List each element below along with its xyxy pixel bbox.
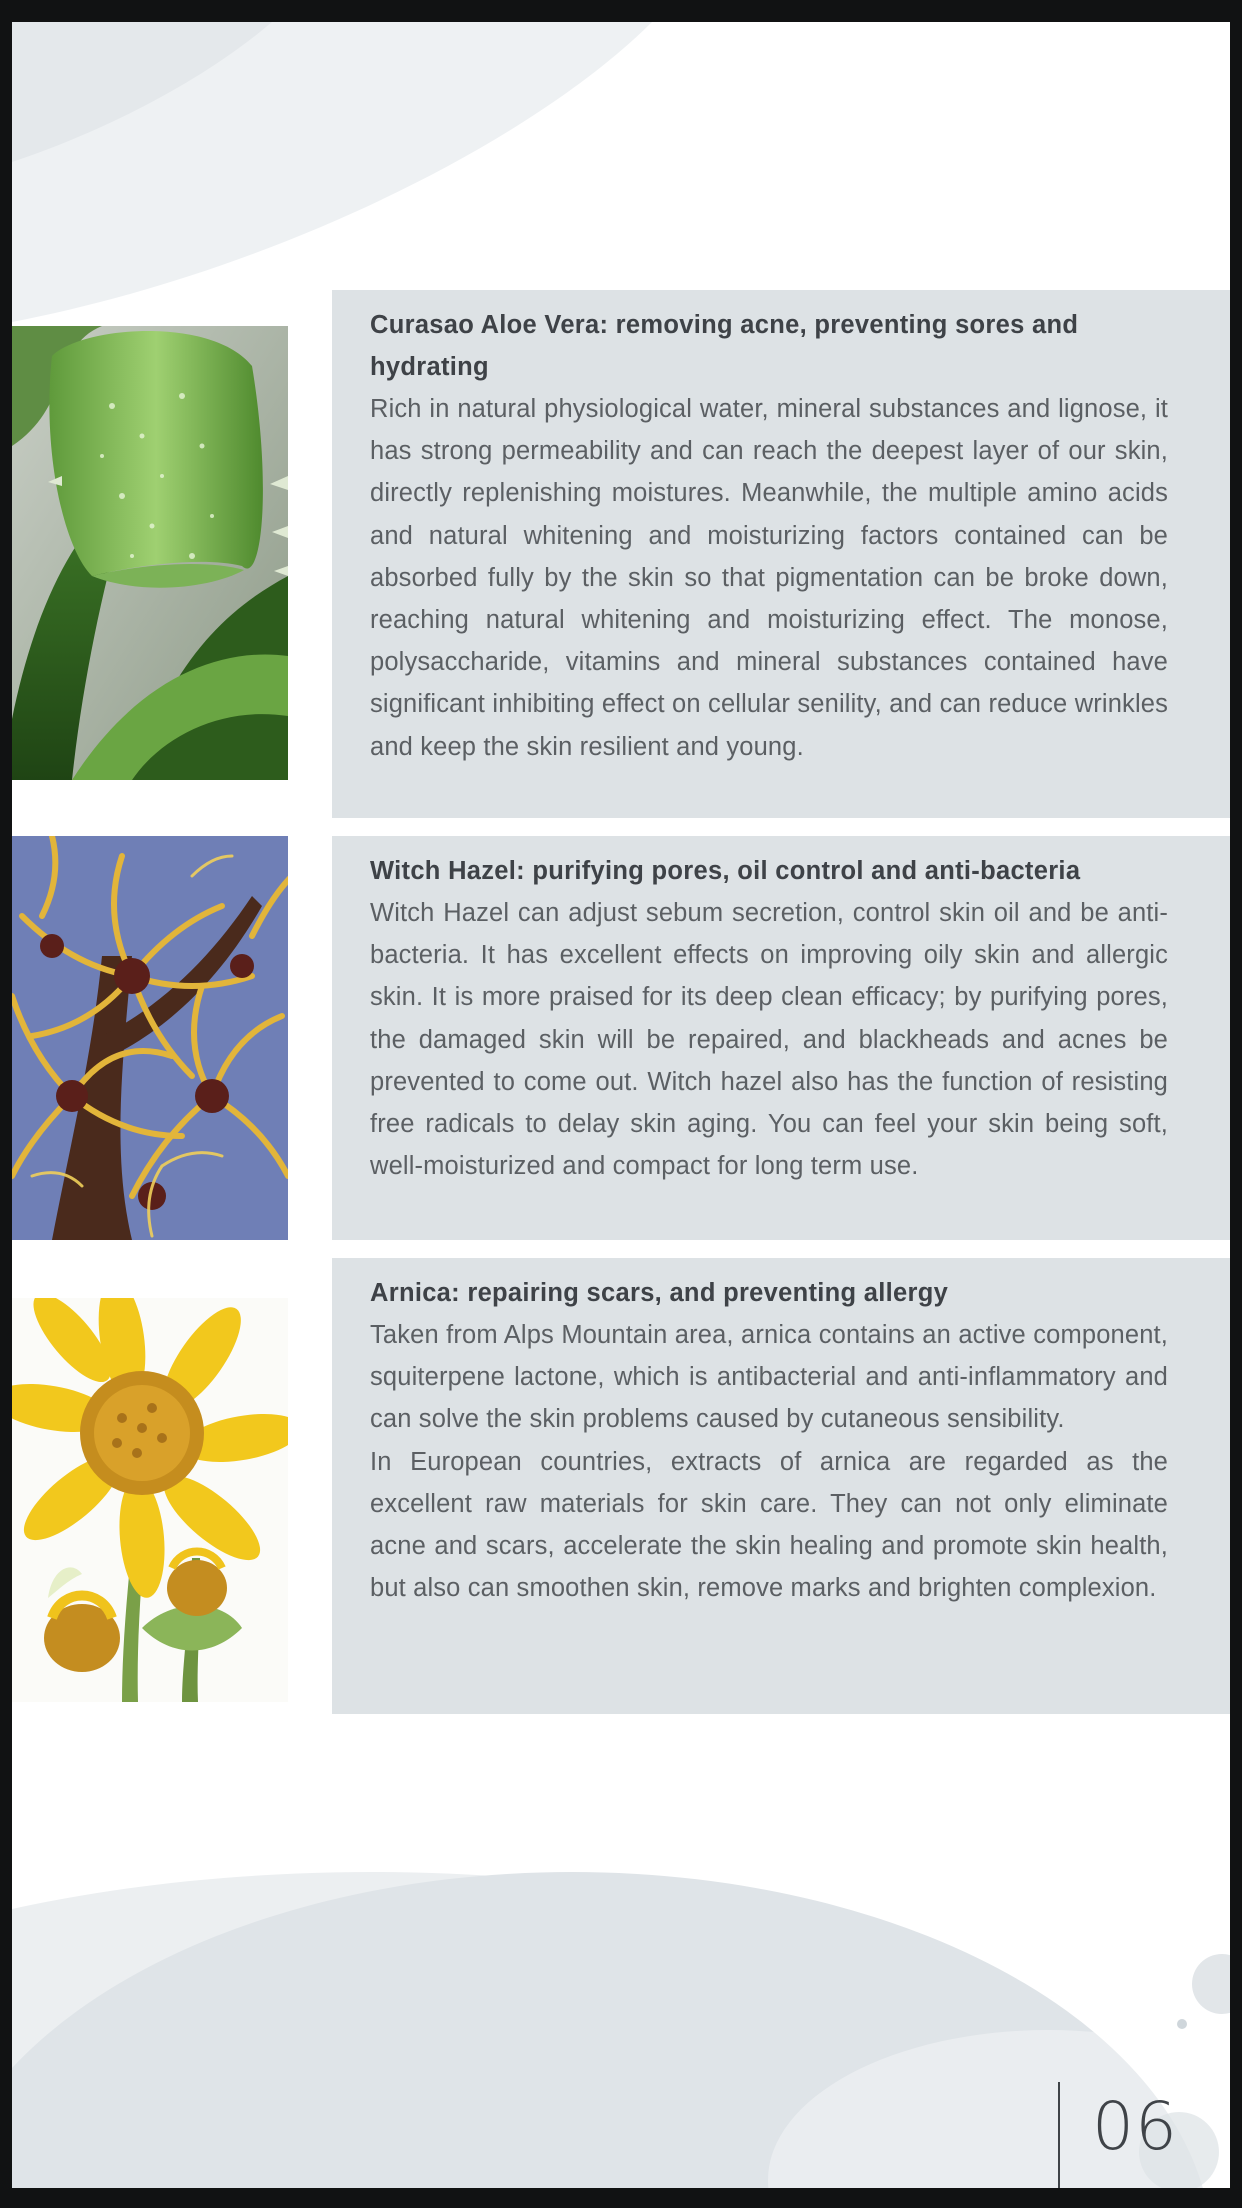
page-number-divider — [1058, 2082, 1060, 2188]
aloe-vera-photo — [12, 326, 288, 780]
aloe-vera-panel — [332, 290, 1230, 818]
arnica-text-1: Taken from Alps Mountain area, arnica contains an active component, squiterpene lactone, which is antibacterial and anti-inflammatory and can solve the skin problems caused by cutaneous sensibility. — [370, 1321, 1168, 1434]
arnica-panel — [332, 1258, 1230, 1714]
aloe-vera-title: Curasao Aloe Vera: removing acne, preventing sores and hydrating — [370, 311, 1079, 381]
aloe-vera-text: Rich in natural physiological water, mineral substances and lignose, it has strong permeability and can reach the deepest layer of our skin, directly replenishing moistures. Meanwhile, the multiple amino acids and natural whitening and moisturizing factors contained can be absorbed fully by the skin so that pigmentation can be broke down, reaching natural whitening and moisturizing effect. The monose, polysaccharide, vitamins and mineral substances contained have significant inhibiting effect on cellular senility, and can reduce wrinkles and keep the skin resilient and young. — [370, 395, 1168, 761]
arnica-text-2: In European countries, extracts of arnica are regarded as the excellent raw materials for skin care. They can not only eliminate acne and scars, accelerate the skin healing and promote skin health, but also can smoothen skin, remove marks and brighten complexion. — [370, 1447, 1168, 1603]
brochure-page — [12, 22, 1230, 2188]
page-number: 06 — [1092, 2088, 1178, 2165]
arnica-flower-photo — [12, 1298, 288, 1702]
witch-hazel-text: Witch Hazel can adjust sebum secretion, control skin oil and be anti-bacteria. It has excellent effects on improving oily skin and allergic skin. It is more praised for its deep clean efficacy; by purifying pores, the damaged skin will be repaired, and blackheads and acnes be prevented to come out. Witch hazel also has the function of resisting free radicals to delay skin aging. You can feel your skin being soft, well-moisturized and compact for long term use. — [370, 899, 1168, 1181]
witch-hazel-panel — [332, 836, 1230, 1240]
witch-hazel-title: Witch Hazel: purifying pores, oil control and anti-bacteria — [370, 857, 1081, 885]
witch-hazel-photo — [12, 836, 288, 1240]
arnica-title: Arnica: repairing scars, and preventing allergy — [370, 1279, 949, 1307]
